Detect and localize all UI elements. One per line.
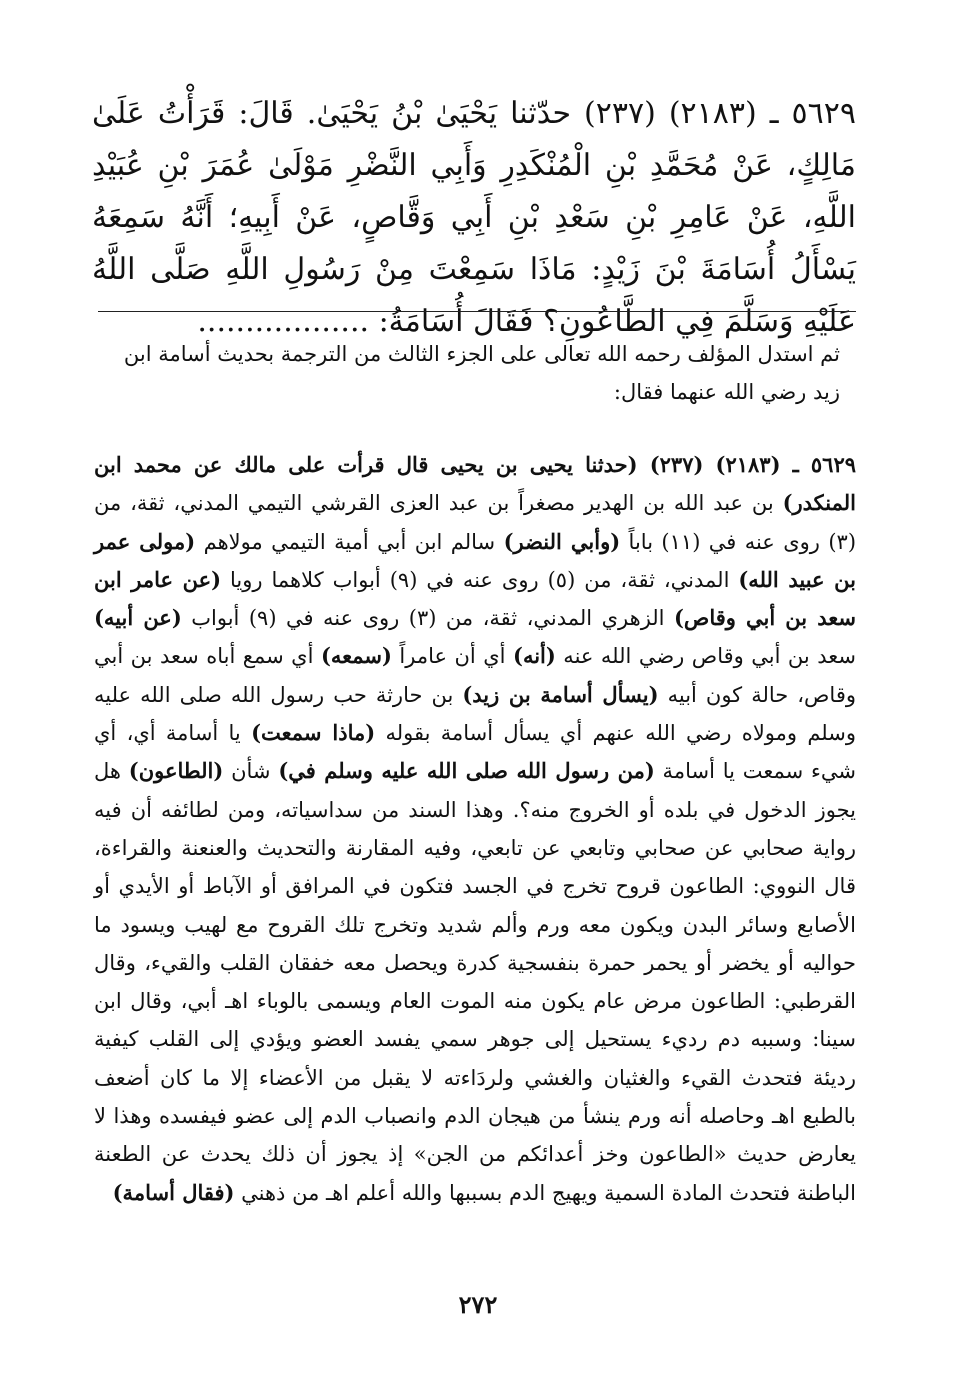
- commentary-bold: (وأبي النضر): [503, 528, 621, 554]
- commentary-bold: (أنه): [513, 643, 556, 669]
- commentary-bold: (مولى عمر بن عبيد الله): [94, 528, 856, 592]
- commentary-text: هل يجوز الدخول في بلده أو الخروج منه؟. وهذا السند من سداسياته، ومن لطائفه أن فيه رواية صحابي عن صحابي وتابعي عن تابعي، وفيه المقارنة والتحديث والعنعنة والقراءة، قال النووي: الطاعون قروح تخرج في الجسد فتكون في المرافق أو الآباط أو الأيدي أو الأصابع وسائر البدن ويكون معه ورم وألم شديد وتخرج تلك القروح مع لهيب ويسود ما حواليه أو يخضر أو يحمر حمرة بنفسجية كدرة ويحصل معه خفقان القلب والقيء، وقال القرطبي: الطاعون مرض عام يكون منه الموت العام ويسمى بالوباء اهـ أبي، وقال ابن سينا: وسببه دم رديء يستحيل إلى جوهر سمي يفسد العضو ويؤدي إلى القلب كيفية رديئة فتحدث القيء والغثيان والغشي ولردَاءته لا يقبل من الأعضاء إلا ما كان أضعف بالطبع اهـ وحاصله أنه ورم ينشأ من هيجان الدم وانصباب الدم إلى عضو فيفسده وهذا لا يعارض حديث «الطاعون وخز أعدائكم من الجن» إذ يجوز أن ذلك يحدث عن الطعنة الباطنة فتحدث المادة السمية ويهيج الدم بسببها والله أعلم اهـ من ذهني: [94, 759, 856, 1205]
- commentary-bold: (من رسول الله صلى الله عليه وسلم في): [278, 758, 655, 784]
- commentary-text: أي سمع أباه سعد بن أبي وقاص، حالة كون أبيه: [94, 644, 857, 707]
- commentary-bold: (سمعه): [320, 643, 392, 669]
- commentary-text: سعد بن أبي وقاص رضي الله عنه: [555, 644, 856, 669]
- commentary-text: أي أن عامراً: [391, 644, 514, 669]
- commentary-bold: (عن أبيه): [94, 605, 182, 631]
- commentary-bold: ٥٦٢٩ ـ (٢١٨٣) (٢٣٧) (حدثنا يحيى بن يحيى قال قرأت على مالك عن محمد ابن المنكدر): [94, 452, 857, 516]
- section-divider: [98, 311, 856, 312]
- commentary-text: يا أسامة أي، أي شيء سمعت يا أسامة: [94, 721, 856, 784]
- commentary-text: بن حارثة حب رسول الله صلى الله عليه وسلم ومولاه رضي الله عنهم أي يسأل أسامة بقوله: [94, 682, 856, 746]
- commentary-bold: (يسأل أسامة بن زيد): [462, 681, 659, 707]
- commentary-text: المدني، ثقة، من (٥) روى عنه في (٩) أبواب كلاهما رويا: [221, 567, 739, 592]
- commentary-text: بن عبد الله بن الهدير مصغراً بن عبد العزى القرشي التيمي المدني، ثقة، من (٣) روى عنه في (١١) باباً: [94, 491, 857, 554]
- hadith-text: ٥٦٢٩ ـ (٢١٨٣) (٢٣٧) حدّثنا يَحْيَىٰ بْنُ يَحْيَىٰ. قَالَ: قَرَأْتُ عَلَىٰ مَالِكٍ، عَنْ مُحَمَّدِ بْنِ الْمُنْكَدِرِ وَأَبِي النَّضْرِ مَوْلَىٰ عُمَرَ بْنِ عُبَيْدِ اللَّهِ، عَنْ عَامِرِ بْنِ سَعْدِ بْنِ أَبِي وَقَّاصٍ، عَنْ أَبِيهِ؛ أَنَّهُ سَمِعَهُ يَسْأَلُ أُسَامَةَ بْنَ زَيْدٍ: مَاذَا سَمِعْتَ مِنْ رَسُولِ اللَّهِ صَلَّى اللَّهُ عَلَيْهِ وَسَلَّمَ فِي الطَّاعُونِ؟ فَقَالَ أُسَامَةُ: ..................: [92, 96, 856, 339]
- commentary-text: شأن: [223, 759, 279, 784]
- commentary-text: الزهري المدني، ثقة، من (٣) روى عنه في (٩) أبواب: [181, 606, 674, 631]
- commentary-bold: (الطاعون): [128, 758, 224, 784]
- page-number: ٢٧٢: [458, 1290, 498, 1319]
- commentary-text: سالم ابن أبي أمية التيمي مولاهم: [195, 529, 504, 554]
- intro-paragraph: ثم استدل المؤلف رحمه الله تعالى على الجزء الثالث من الترجمة بحديث أسامة ابن زيد رضي الله عنهما فقال:: [123, 342, 840, 404]
- commentary-bold: (عن عامر ابن سعد بن أبي وقاص): [94, 566, 856, 631]
- commentary-bold: (فقال أسامة): [112, 1179, 235, 1205]
- commentary-bold: (ماذا سمعت): [251, 720, 376, 746]
- commentary-paragraph: [94, 446, 856, 1212]
